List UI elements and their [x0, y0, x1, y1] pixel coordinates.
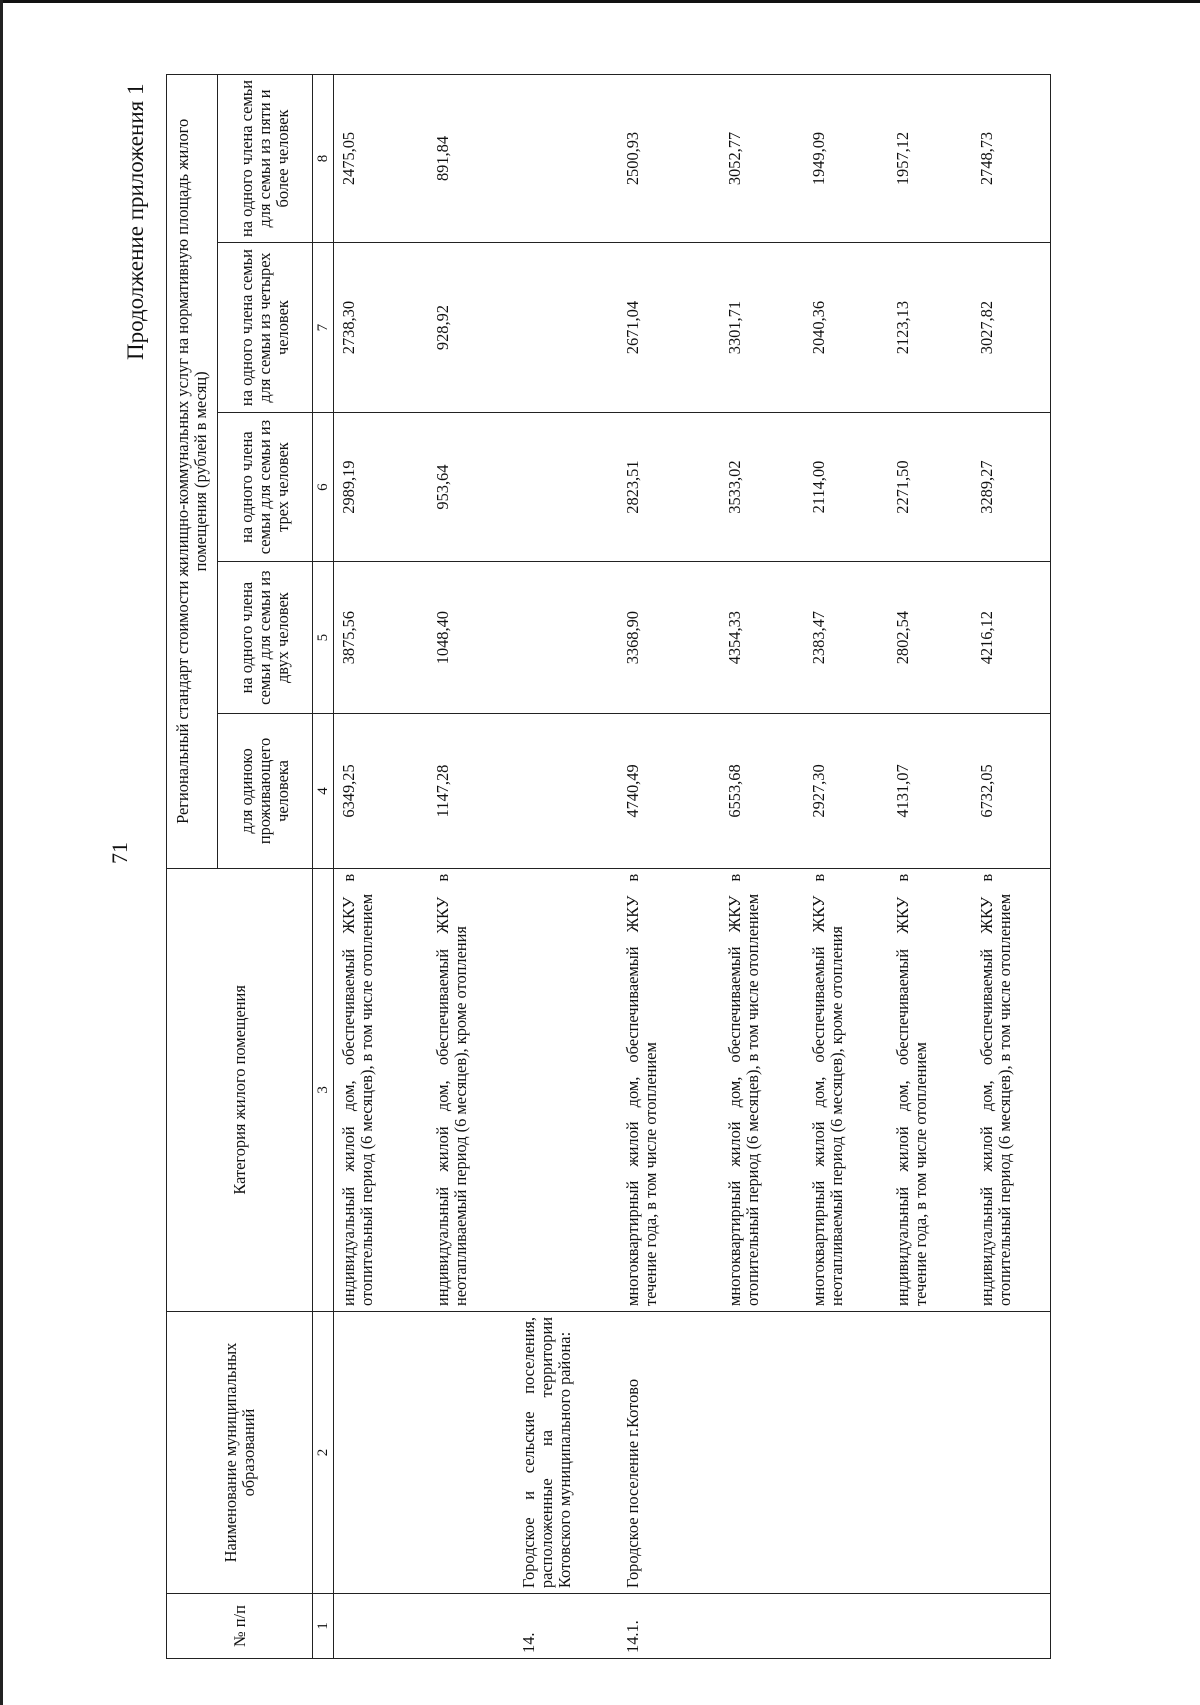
value-family-2	[506, 562, 616, 714]
municipality-name: Городское и сельские поселения, расположенные на территории Котовского муниципального района:	[506, 1312, 616, 1594]
value-family-4: 3301,71	[714, 243, 798, 413]
value-family-5: 2748,73	[966, 75, 1051, 243]
column-number: 4	[313, 714, 334, 868]
municipality-name	[714, 1312, 798, 1594]
header-num: № п/п	[167, 1594, 313, 1659]
housing-category: индивидуальный жилой дом, обеспечиваемый ЖКУ в отопительный период (6 месяцев), в том числе отоплением	[334, 868, 423, 1311]
value-family-4: 928,92	[422, 243, 506, 413]
row-number	[714, 1594, 798, 1659]
value-family-5: 1957,12	[882, 75, 966, 243]
value-family-4: 2123,13	[882, 243, 966, 413]
value-family-4: 2040,36	[798, 243, 882, 413]
value-family-3: 953,64	[422, 413, 506, 562]
subheader-family-2: на одного члена семьи для семьи из двух человек	[218, 562, 313, 714]
value-family-2: 2383,47	[798, 562, 882, 714]
subheader-family-4: на одного члена семьи для семьи из четырех человек	[218, 243, 313, 413]
value-family-4	[506, 243, 616, 413]
row-number	[966, 1594, 1051, 1659]
value-family-4: 2671,04	[616, 243, 714, 413]
value-single: 4131,07	[882, 714, 966, 868]
value-family-2: 3875,56	[334, 562, 423, 714]
header-group: Региональный стандарт стоимости жилищно-коммунальных услуг на нормативную площадь жилого помещения (рублей в месяц)	[167, 75, 218, 869]
value-single: 6349,25	[334, 714, 423, 868]
row-number: 14.	[506, 1594, 616, 1659]
municipality-name	[882, 1312, 966, 1594]
value-family-2: 3368,90	[616, 562, 714, 714]
column-number: 8	[313, 75, 334, 243]
value-family-5	[506, 75, 616, 243]
table-row	[798, 75, 882, 1659]
row-number	[334, 1594, 423, 1659]
value-family-5: 1949,09	[798, 75, 882, 243]
header-row	[167, 75, 218, 1659]
housing-category	[506, 868, 616, 1311]
row-number	[422, 1594, 506, 1659]
value-family-5: 891,84	[422, 75, 506, 243]
housing-category: индивидуальный жилой дом, обеспечиваемый ЖКУ в неотапливаемый период (6 месяцев), кроме отопления	[422, 868, 506, 1311]
value-single: 6553,68	[714, 714, 798, 868]
row-number	[882, 1594, 966, 1659]
value-single	[506, 714, 616, 868]
table-row	[966, 75, 1051, 1659]
value-family-3: 2989,19	[334, 413, 423, 562]
housing-category: многоквартирный жилой дом, обеспечиваемый ЖКУ в течение года, в том числе отоплением	[616, 868, 714, 1311]
value-single: 2927,30	[798, 714, 882, 868]
housing-category: многоквартирный жилой дом, обеспечиваемый ЖКУ в неотапливаемый период (6 месяцев), кроме отопления	[798, 868, 882, 1311]
table-row	[714, 75, 798, 1659]
row-number	[798, 1594, 882, 1659]
continuation-label: Продолжение приложения 1	[123, 83, 148, 360]
value-single: 1147,28	[422, 714, 506, 868]
table-row	[422, 75, 506, 1659]
value-family-3: 2823,51	[616, 413, 714, 562]
page-number: 71	[107, 842, 132, 864]
column-number: 1	[313, 1594, 334, 1659]
housing-category: индивидуальный жилой дом, обеспечиваемый ЖКУ в течение года, в том числе отоплением	[882, 868, 966, 1311]
value-family-2: 2802,54	[882, 562, 966, 714]
table-row	[882, 75, 966, 1659]
municipality-name	[798, 1312, 882, 1594]
table-row	[334, 75, 423, 1659]
header-name: Наименование муниципальных образований	[167, 1312, 313, 1594]
value-family-3: 2114,00	[798, 413, 882, 562]
value-family-5: 3052,77	[714, 75, 798, 243]
value-family-5: 2475,05	[334, 75, 423, 243]
municipality-name	[966, 1312, 1051, 1594]
column-number: 6	[313, 413, 334, 562]
header-category: Категория жилого помещения	[167, 868, 313, 1311]
value-family-2: 4216,12	[966, 562, 1051, 714]
value-family-3: 3533,02	[714, 413, 798, 562]
subheader-family-5: на одного члена семьи для семьи из пяти и более человек	[218, 75, 313, 243]
table-row	[506, 75, 616, 1659]
value-single: 4740,49	[616, 714, 714, 868]
value-family-3: 2271,50	[882, 413, 966, 562]
value-single: 6732,05	[966, 714, 1051, 868]
municipality-name	[334, 1312, 423, 1594]
subheader-family-3: на одного члена семьи для семьи из трех человек	[218, 413, 313, 562]
municipality-name	[422, 1312, 506, 1594]
housing-category: многоквартирный жилой дом, обеспечиваемый ЖКУ в отопительный период (6 месяцев), в том числе отоплением	[714, 868, 798, 1311]
column-number: 3	[313, 868, 334, 1311]
value-family-2: 1048,40	[422, 562, 506, 714]
column-number: 7	[313, 243, 334, 413]
value-family-3: 3289,27	[966, 413, 1051, 562]
value-family-4: 2738,30	[334, 243, 423, 413]
column-number: 5	[313, 562, 334, 714]
subheader-single: для одиноко проживающего человека	[218, 714, 313, 868]
housing-category: индивидуальный жилой дом, обеспечиваемый ЖКУ в отопительный период (6 месяцев), в том числе отоплением	[966, 868, 1051, 1311]
value-family-4: 3027,82	[966, 243, 1051, 413]
column-number-row	[313, 75, 334, 1659]
municipality-name: Городское поселение г.Котово	[616, 1312, 714, 1594]
column-number: 2	[313, 1312, 334, 1594]
table-row	[616, 75, 714, 1659]
value-family-5: 2500,93	[616, 75, 714, 243]
value-family-2: 4354,33	[714, 562, 798, 714]
row-number: 14.1.	[616, 1594, 714, 1659]
cost-standard-table	[166, 74, 1051, 1659]
value-family-3	[506, 413, 616, 562]
